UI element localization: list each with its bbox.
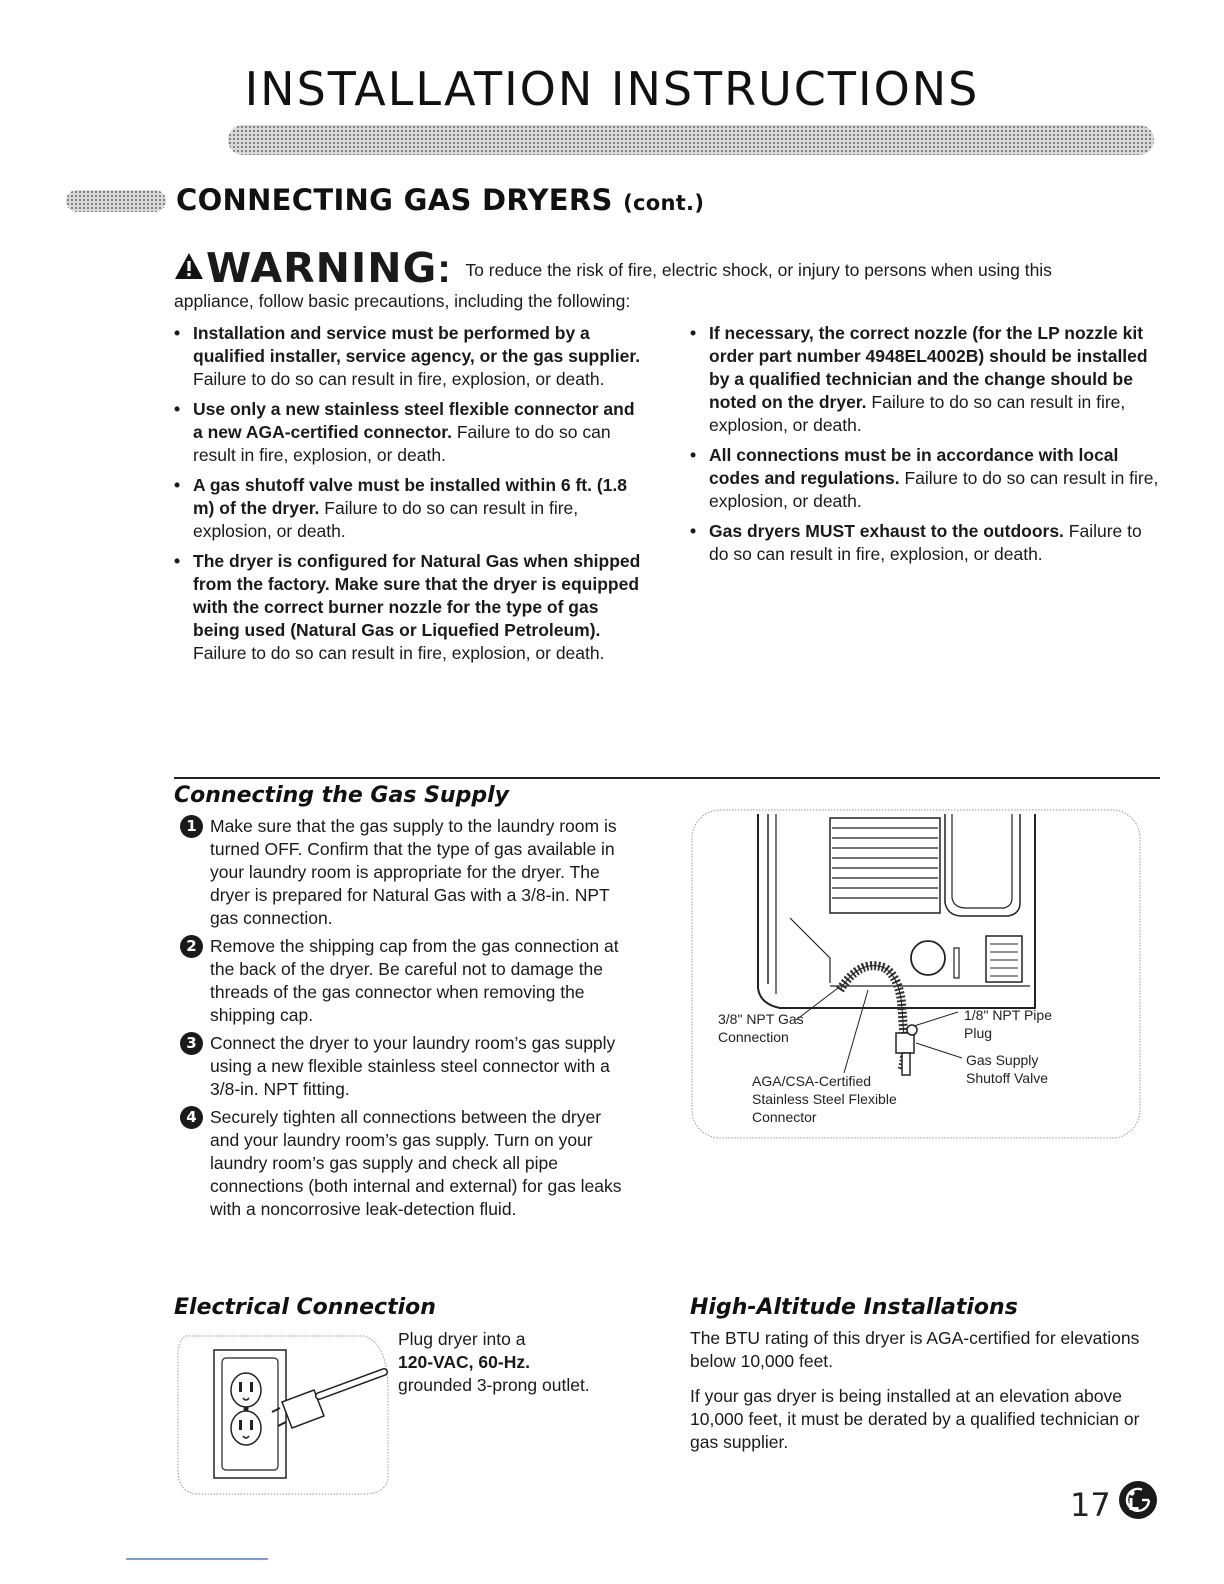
warning-header xyxy=(174,244,1154,292)
label-gas-connection: 3/8" NPT Gas Connection xyxy=(718,1011,804,1045)
step-item: 1 Make sure that the gas supply to the laundry room is turned OFF. Confirm that the type of gas available in your laundry room is appropriate for the dryer. The dryer is prepared for Natural Gas with a 3/8-in. NPT gas connection. xyxy=(174,815,634,930)
gas-connection-diagram xyxy=(690,808,1142,1140)
warning-label: WARNING xyxy=(206,244,438,292)
altitude-heading: High-Altitude Installations xyxy=(690,1295,1018,1320)
label-flexible-connector: AGA/CSA-Certified Stainless Steel Flexible Connector xyxy=(752,1073,897,1125)
warning-triangle-icon xyxy=(174,252,204,280)
electrical-text-post: grounded 3-prong outlet. xyxy=(398,1375,590,1395)
section-title-text: CONNECTING GAS DRYERS xyxy=(176,183,613,217)
grounded-outlet-icon xyxy=(174,1330,392,1498)
page-title: INSTALLATION INSTRUCTIONS xyxy=(244,62,980,116)
label-shutoff-valve: Gas Supply Shutoff Valve xyxy=(966,1052,1048,1086)
section-title xyxy=(176,183,704,217)
section-decorative-pill xyxy=(66,190,166,212)
step-number-3: 3 xyxy=(180,1032,203,1055)
electrical-voltage: 120-VAC, 60-Hz. xyxy=(398,1352,530,1372)
gas-supply-steps xyxy=(174,815,634,1226)
section-title-cont: (cont.) xyxy=(623,191,705,215)
warning-item: • If necessary, the correct nozzle (for the LP nozzle kit order part number 4948EL4002B) should be installed by a qualified technician and the change should be noted on the dryer. Failure to do so can result in fire, explosion, or death. xyxy=(690,322,1160,437)
header-decorative-bar xyxy=(228,125,1154,155)
warning-list-right xyxy=(690,322,1160,573)
warning-list-left xyxy=(174,322,644,672)
warning-item: • All connections must be in accordance with local codes and regulations. Failure to do so can result in fire, explosion, or death. xyxy=(690,444,1160,513)
step-number-2: 2 xyxy=(180,935,203,958)
step-item: 3 Connect the dryer to your laundry room’s gas supply using a new flexible stainless steel connector with a 3/8-in. NPT fitting. xyxy=(174,1032,634,1101)
warning-intro-line1: To reduce the risk of fire, electric shock, or injury to persons when using this xyxy=(465,260,1052,280)
electrical-text-pre: Plug dryer into a xyxy=(398,1329,526,1349)
warning-item: • Installation and service must be performed by a qualified installer, service agency, or the gas supplier. Failure to do so can result in fire, explosion, or death. xyxy=(174,322,644,391)
step-item: 4 Securely tighten all connections between the dryer and your laundry room’s gas supply. Turn on your laundry room’s gas supply and check all pipe connections (both internal and external) for gas leaks with a noncorrosive leak-detection fluid. xyxy=(174,1106,634,1221)
warning-intro-line2: appliance, follow basic precautions, including the following: xyxy=(174,291,631,311)
gas-supply-heading: Connecting the Gas Supply xyxy=(174,783,509,808)
warning-item: • The dryer is configured for Natural Gas when shipped from the factory. Make sure that the dryer is equipped with the correct burner nozzle for the type of gas being used (Natural Gas or Liquefied Petroleum). Failure to do so can result in fire, explosion, or death. xyxy=(174,550,644,665)
step-number-4: 4 xyxy=(180,1106,203,1129)
step-number-1: 1 xyxy=(180,815,203,838)
outlet-illustration xyxy=(174,1330,392,1498)
electrical-instructions xyxy=(398,1328,598,1397)
electrical-heading: Electrical Connection xyxy=(174,1295,436,1320)
footer-rule xyxy=(126,1558,268,1560)
altitude-paragraph-2: If your gas dryer is being installed at an elevation above 10,000 feet, it must be derated by a qualified technician or gas supplier. xyxy=(690,1386,1140,1452)
altitude-text xyxy=(690,1327,1150,1466)
page-number: 17 xyxy=(1070,1486,1111,1524)
lg-logo-icon xyxy=(1118,1480,1158,1520)
warning-item: • Gas dryers MUST exhaust to the outdoors. Failure to do so can result in fire, explosion, or death. xyxy=(690,520,1160,566)
altitude-paragraph-1: The BTU rating of this dryer is AGA-certified for elevations below 10,000 feet. xyxy=(690,1328,1140,1371)
warning-item: • A gas shutoff valve must be installed within 6 ft. (1.8 m) of the dryer. Failure to do so can result in fire, explosion, or death. xyxy=(174,474,644,543)
section-divider xyxy=(174,777,1160,779)
warning-colon: : xyxy=(437,245,451,291)
warning-item: • Use only a new stainless steel flexible connector and a new AGA-certified connector. Failure to do so can result in fire, explosion, or death. xyxy=(174,398,644,467)
step-item: 2 Remove the shipping cap from the gas connection at the back of the dryer. Be careful not to damage the threads of the gas connector when removing the shipping cap. xyxy=(174,935,634,1027)
label-pipe-plug: 1/8" NPT Pipe Plug xyxy=(964,1007,1052,1041)
